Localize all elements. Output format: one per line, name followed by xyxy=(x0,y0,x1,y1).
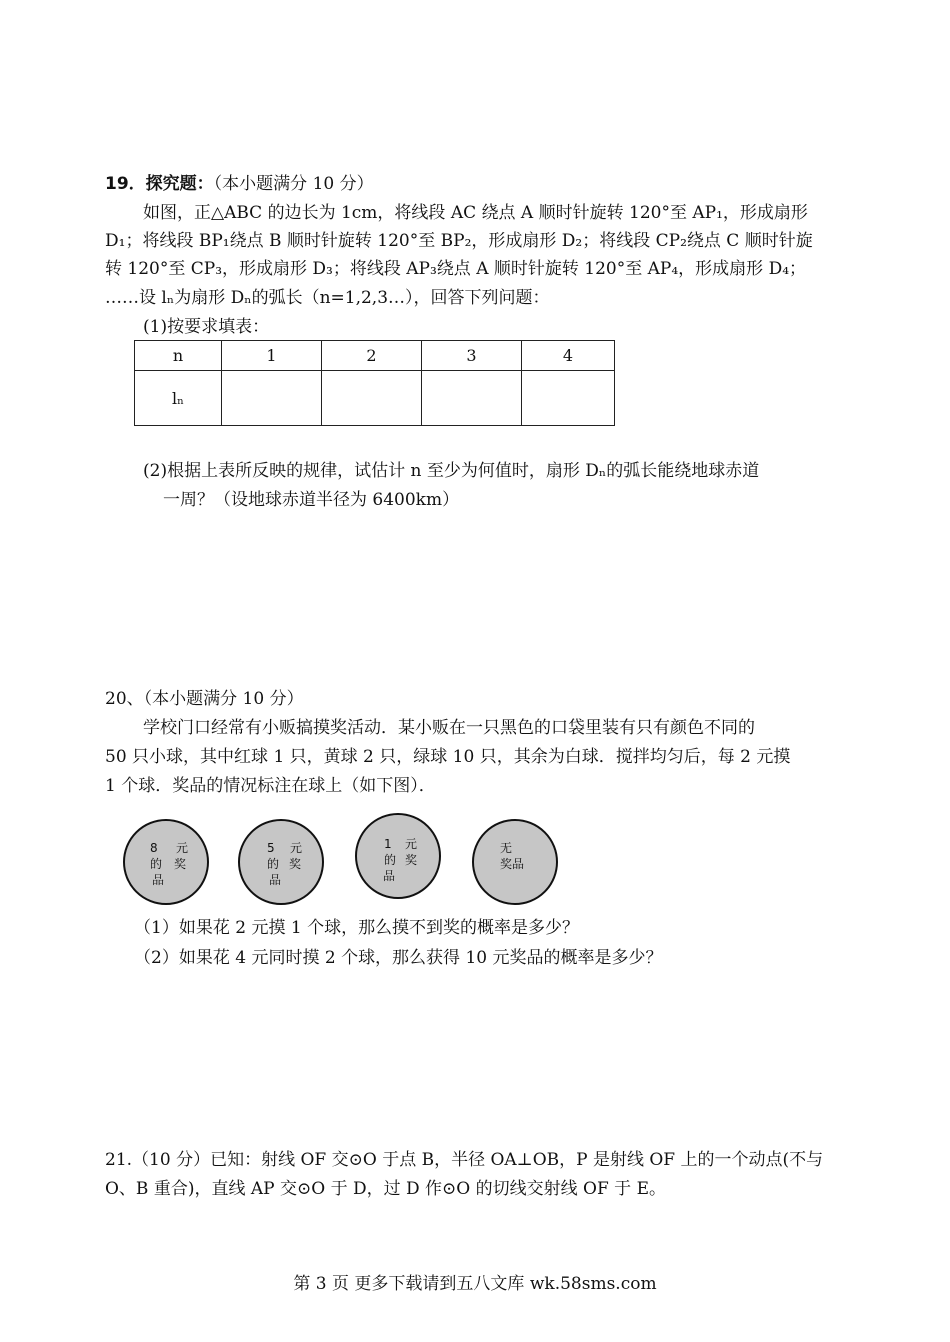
ball-label: 奖 xyxy=(174,857,187,871)
table-cell-2: 2 xyxy=(322,341,422,371)
q19-fill-table xyxy=(134,340,615,426)
ball-label: 的 xyxy=(150,857,163,871)
q19-part1: (1)按要求填表： xyxy=(143,317,270,337)
answer-cell-1[interactable] xyxy=(222,371,322,426)
q19-para-line-1: 如图，正△ABC 的边长为 1cm，将线段 AC 绕点 A 顺时针旋转 120°至 AP₁，形成扇形 xyxy=(143,203,808,223)
ball-label: 奖 xyxy=(289,857,302,871)
table-row-label: lₙ xyxy=(135,371,222,426)
page-footer: 第 3 页 更多下载请到五八文库 wk.58sms.com xyxy=(293,1274,657,1294)
table-header-row xyxy=(135,341,615,371)
ball-label: 元 xyxy=(290,841,303,855)
ball-label: 元 xyxy=(405,837,418,851)
ball-label: 的 xyxy=(384,853,397,867)
prize-ball-1-yuan xyxy=(355,813,441,899)
table-cell-4: 4 xyxy=(522,341,615,371)
q20-para-line-1: 学校门口经常有小贩搞摸奖活动．某小贩在一只黑色的口袋里装有只有颜色不同的 xyxy=(143,718,755,738)
table-cell-1: 1 xyxy=(222,341,322,371)
table-cell-n: n xyxy=(135,341,222,371)
q19-number: 19． xyxy=(105,174,146,194)
q19-para-line-3: 转 120°至 CP₃，形成扇形 D₃；将线段 AP₃绕点 A 顺时针旋转 120°至 AP₄，形成扇形 D₄； xyxy=(105,259,807,279)
q21-line-1: 21.（10 分）已知：射线 OF 交⊙O 于点 B，半径 OA⊥OB，P 是射线 OF 上的一个动点(不与 xyxy=(105,1150,824,1170)
answer-cell-3[interactable] xyxy=(422,371,522,426)
q19-part2-line-2: 一周？（设地球赤道半径为 6400km） xyxy=(163,490,460,510)
ball-label: 元 xyxy=(176,841,189,855)
q20-title: 20、（本小题满分 10 分） xyxy=(105,689,304,709)
ball-label: 8 xyxy=(150,841,158,855)
ball-label: 1 xyxy=(384,837,392,851)
q20-para-line-3: 1 个球．奖品的情况标注在球上（如下图）． xyxy=(105,776,436,796)
q19-para-line-2: D₁；将线段 BP₁绕点 B 顺时针旋转 120°至 BP₂，形成扇形 D₂；将线段 CP₂绕点 C 顺时针旋 xyxy=(105,231,813,251)
q19-title xyxy=(105,172,374,196)
q19-label: 探究题： xyxy=(145,174,214,194)
ball-label: 奖品 xyxy=(500,857,525,871)
ball-label: 5 xyxy=(267,841,275,855)
ball-label: 品 xyxy=(269,873,282,887)
prize-ball-5-yuan xyxy=(238,819,324,905)
answer-cell-4[interactable] xyxy=(522,371,615,426)
answer-cell-2[interactable] xyxy=(322,371,422,426)
q19-score: （本小题满分 10 分） xyxy=(213,174,374,194)
table-cell-3: 3 xyxy=(422,341,522,371)
q20-question-1: （1）如果花 2 元摸 1 个球，那么摸不到奖的概率是多少？ xyxy=(134,918,580,938)
prize-ball-no-prize xyxy=(472,819,558,905)
q19-para-line-4: ……设 lₙ为扇形 Dₙ的弧长（n=1,2,3…），回答下列问题： xyxy=(105,288,550,308)
q19-part2-line-1: (2)根据上表所反映的规律，试估计 n 至少为何值时，扇形 Dₙ的弧长能绕地球赤道 xyxy=(143,461,760,481)
prize-ball-8-yuan xyxy=(123,819,209,905)
ball-label: 品 xyxy=(152,873,165,887)
q21-line-2: O、B 重合)，直线 AP 交⊙O 于 D，过 D 作⊙O 的切线交射线 OF 于 E。 xyxy=(105,1179,666,1199)
ball-label: 无 xyxy=(500,841,513,855)
q20-question-2: （2）如果花 4 元同时摸 2 个球，那么获得 10 元奖品的概率是多少？ xyxy=(134,948,663,968)
ball-label: 的 xyxy=(267,857,280,871)
ball-label: 品 xyxy=(383,869,396,883)
q20-para-line-2: 50 只小球，其中红球 1 只，黄球 2 只，绿球 10 只，其余为白球．搅拌均匀后，每 2 元摸 xyxy=(105,747,791,767)
table-answer-row xyxy=(135,371,615,426)
ball-label: 奖 xyxy=(405,853,418,867)
